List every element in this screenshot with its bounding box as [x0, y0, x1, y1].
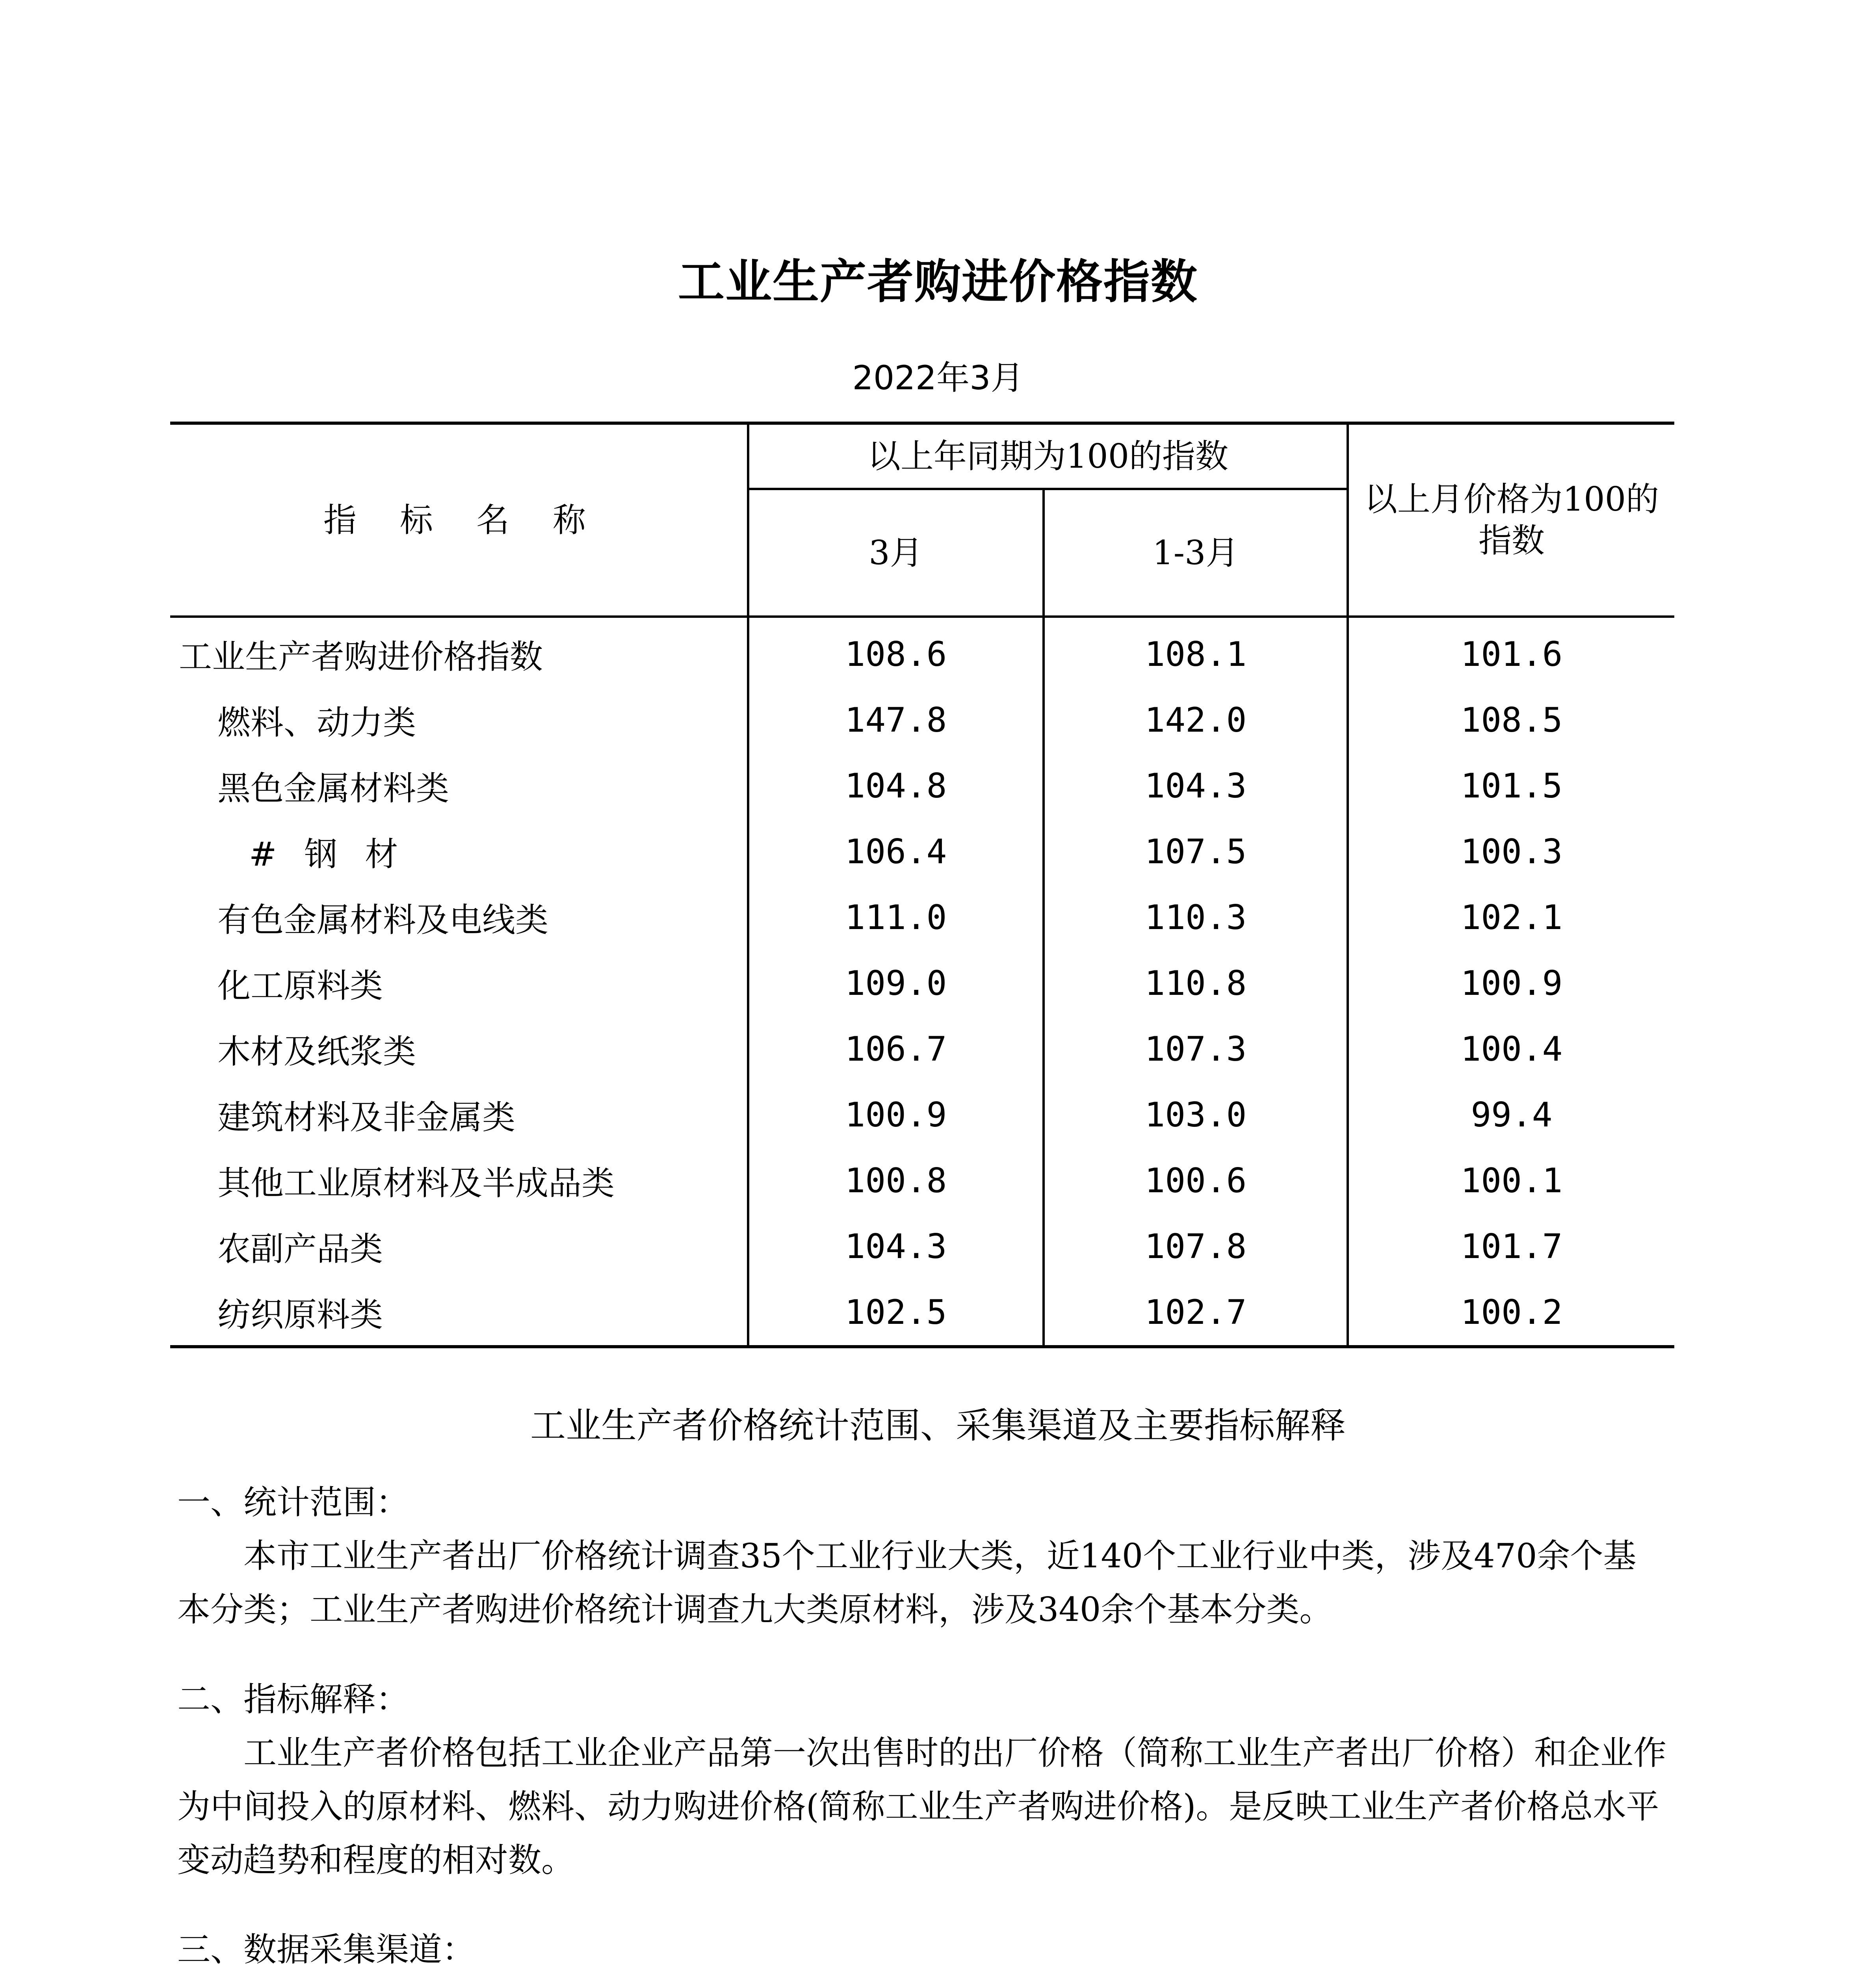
row-month-value: 111.0 — [748, 885, 1044, 950]
report-date: 2022年3月 — [852, 359, 1024, 397]
notes-title: 工业生产者价格统计范围、采集渠道及主要指标解释 — [530, 1405, 1346, 1446]
row-name: 其他工业原材料及半成品类 — [170, 1148, 748, 1214]
price-index-table — [170, 422, 1674, 1348]
row-name: 化工原料类 — [170, 950, 748, 1016]
section-paragraph: 工业生产者价格包括工业企业产品第一次出售时的出厂价格（简称工业生产者出厂价格）和企业作为中间投入的原材料、燃料、动力购进价格(简称工业生产者购进价格)。是反映工业生产者价格总水平变动趋势和程度的相对数。 — [177, 1734, 1667, 1879]
row-mom-value: 100.1 — [1348, 1148, 1674, 1214]
row-ytd-value: 107.3 — [1044, 1016, 1348, 1082]
notes-section-collection — [177, 1923, 1666, 1970]
row-mom-value: 101.6 — [1348, 617, 1674, 687]
row-ytd-value: 100.6 — [1044, 1148, 1348, 1214]
row-mom-value: 100.3 — [1348, 819, 1674, 885]
row-name: 木材及纸浆类 — [170, 1016, 748, 1082]
row-month-value: 104.3 — [748, 1214, 1044, 1279]
table-row — [170, 819, 1674, 885]
header-month: 3月 — [748, 489, 1044, 617]
row-month-value: 108.6 — [748, 617, 1044, 687]
table-row — [170, 1214, 1674, 1279]
table-row — [170, 687, 1674, 753]
table-row — [170, 885, 1674, 950]
row-ytd-value: 142.0 — [1044, 687, 1348, 753]
row-mom-value: 101.5 — [1348, 753, 1674, 819]
row-name: 黑色金属材料类 — [170, 753, 748, 819]
row-ytd-value: 107.8 — [1044, 1214, 1348, 1279]
row-ytd-value: 108.1 — [1044, 617, 1348, 687]
page-title: 工业生产者购进价格指数 — [678, 255, 1198, 309]
header-mom: 以上月价格为100的指数 — [1348, 423, 1674, 617]
table-row — [170, 1148, 1674, 1214]
table-row — [170, 1082, 1674, 1148]
row-month-value: 104.8 — [748, 753, 1044, 819]
row-ytd-value: 103.0 — [1044, 1082, 1348, 1148]
row-month-value: 102.5 — [748, 1279, 1044, 1347]
section-paragraph: 本市工业生产者出厂价格统计调查35个工业行业大类，近140个工业行业中类，涉及470余个基本分类；工业生产者购进价格统计调查九大类原材料，涉及340余个基本分类。 — [177, 1537, 1636, 1629]
notes-section-scope — [177, 1476, 1666, 1636]
row-name: 工业生产者购进价格指数 — [170, 617, 748, 687]
row-mom-value: 100.9 — [1348, 950, 1674, 1016]
row-mom-value: 99.4 — [1348, 1082, 1674, 1148]
row-name: 燃料、动力类 — [170, 687, 748, 753]
row-ytd-value: 104.3 — [1044, 753, 1348, 819]
row-name: #钢材 — [170, 819, 748, 885]
row-mom-value: 108.5 — [1348, 687, 1674, 753]
table-row — [170, 753, 1674, 819]
row-name: 建筑材料及非金属类 — [170, 1082, 748, 1148]
row-month-value: 100.8 — [748, 1148, 1044, 1214]
section-heading: 一、统计范围： — [177, 1483, 409, 1522]
header-indicator-name: 指标名称 — [170, 423, 748, 617]
row-ytd-value: 102.7 — [1044, 1279, 1348, 1347]
row-ytd-value: 110.3 — [1044, 885, 1348, 950]
notes-section-definition — [177, 1673, 1666, 1887]
row-mom-value: 100.2 — [1348, 1279, 1674, 1347]
table-row — [170, 1016, 1674, 1082]
row-name: 纺织原料类 — [170, 1279, 748, 1347]
row-month-value: 106.4 — [748, 819, 1044, 885]
section-heading: 三、数据采集渠道： — [177, 1930, 476, 1969]
row-ytd-value: 110.8 — [1044, 950, 1348, 1016]
row-ytd-value: 107.5 — [1044, 819, 1348, 885]
table-row — [170, 1279, 1674, 1347]
row-month-value: 109.0 — [748, 950, 1044, 1016]
table-row — [170, 950, 1674, 1016]
section-heading: 二、指标解释： — [177, 1680, 409, 1719]
row-mom-value: 100.4 — [1348, 1016, 1674, 1082]
row-month-value: 106.7 — [748, 1016, 1044, 1082]
header-ytd: 1-3月 — [1044, 489, 1348, 617]
row-mom-value: 102.1 — [1348, 885, 1674, 950]
table-row — [170, 617, 1674, 687]
header-yoy-group: 以上年同期为100的指数 — [748, 423, 1348, 489]
row-mom-value: 101.7 — [1348, 1214, 1674, 1279]
row-name: 有色金属材料及电线类 — [170, 885, 748, 950]
row-month-value: 147.8 — [748, 687, 1044, 753]
row-month-value: 100.9 — [748, 1082, 1044, 1148]
row-name: 农副产品类 — [170, 1214, 748, 1279]
